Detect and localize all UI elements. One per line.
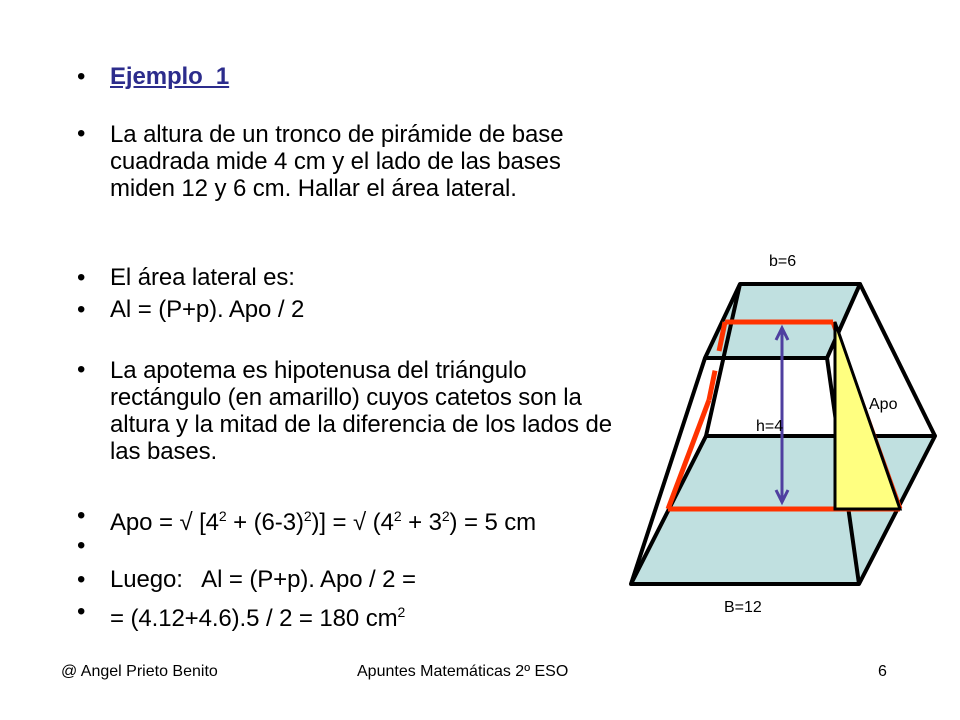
exponent: 2: [303, 508, 312, 524]
bullet-marker: •: [77, 296, 86, 323]
bullet-marker: •: [77, 120, 86, 147]
height-label: h=4: [756, 418, 784, 435]
then-formula: Luego: Al = (P+p). Apo / 2 =: [110, 566, 416, 593]
apo-calc-part: + (6-3): [226, 509, 304, 536]
footer-author: @ Angel Prieto Benito: [61, 663, 218, 680]
apothem-label: Apo: [869, 396, 898, 413]
back-right-edge: [860, 284, 935, 436]
exponent: 2: [393, 508, 402, 524]
lateral-area-formula: Al = (P+p). Apo / 2: [110, 296, 305, 323]
apo-calc-part: )] = √ (4: [311, 509, 394, 536]
bullet-marker: •: [77, 566, 86, 593]
exponent: 2: [218, 508, 227, 524]
bullet-marker: •: [77, 532, 86, 559]
apo-calc-part: Apo = √ [4: [110, 509, 219, 536]
footer-page-number: 6: [878, 663, 887, 680]
area-intro-text: El área lateral es:: [110, 264, 295, 291]
result-text: = (4.12+4.6).5 / 2 = 180 cm: [110, 605, 398, 632]
bullet-marker: •: [77, 502, 86, 529]
bottom-base-label: B=12: [724, 599, 762, 616]
apo-calc-part: ) = 5 cm: [449, 509, 537, 536]
bullet-marker: •: [77, 63, 86, 90]
apothem-triangle: [835, 322, 900, 509]
footer-course: Apuntes Matemáticas 2º ESO: [357, 663, 569, 680]
apothem-explanation: La apotema es hipotenusa del triángulo rectángulo (en amarillo) cuyos catetos son la altura y la mitad de la diferencia de los lados de las bases.: [110, 357, 612, 465]
bullet-marker: •: [77, 598, 86, 625]
exponent: 2: [397, 604, 406, 620]
exponent: 2: [441, 508, 450, 524]
title-link[interactable]: Ejemplo_1: [110, 63, 230, 90]
bullet-marker: •: [77, 356, 86, 383]
problem-statement: La altura de un tronco de pirámide de base cuadrada mide 4 cm y el lado de las bases miden 12 y 6 cm. Hallar el área lateral.: [110, 121, 564, 202]
apo-calc-part: + 3: [401, 509, 442, 536]
top-base-label: b=6: [769, 253, 797, 270]
bullet-marker: •: [77, 264, 86, 291]
